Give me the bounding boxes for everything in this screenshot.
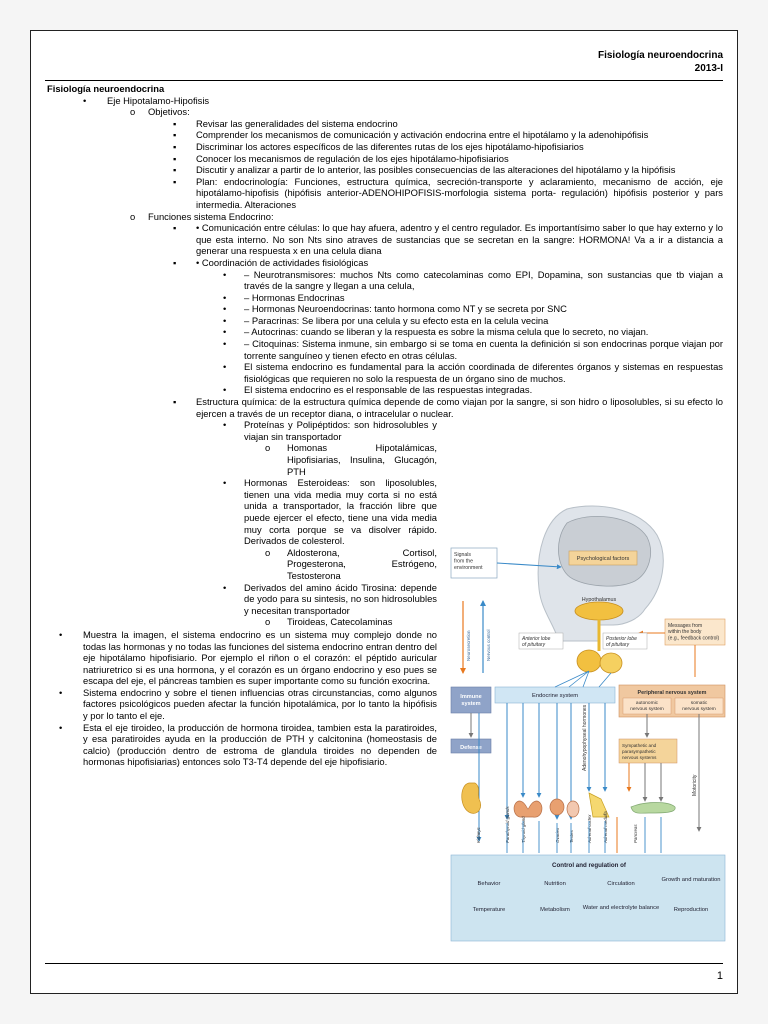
somatic-label-line: nervous system — [682, 707, 716, 712]
posterior-pituitary-shape — [600, 653, 622, 673]
list-item-text: – Neurotransmisores: muchos Nts como catecolaminas como EPI, Dopamina, son sustancias que tb viajan a través de la sangre y llegan a una celula, — [244, 268, 723, 292]
bullet-marker: o — [265, 442, 271, 454]
organ-label: Adrenal medulla — [603, 811, 608, 843]
bullet-marker: o — [265, 546, 271, 558]
list-item-text: Derivados del amino ácido Tirosina: depende de yodo para su sintesis, no son hidrosolubles y necesitan transportador — [244, 581, 437, 616]
list-item-text: Aldosterona, Cortisol, Progesterona, Estrógeno, Testosterona — [287, 546, 437, 581]
signals-label-line: from the — [454, 558, 474, 565]
bullet-marker: • — [59, 721, 63, 733]
document-page — [30, 30, 738, 994]
header-title: Fisiología neuroendocrina — [597, 50, 723, 61]
list-item — [47, 129, 723, 141]
left-column — [47, 419, 437, 768]
bullet-marker: • — [223, 477, 227, 489]
organ-label: Thyroid gland — [521, 816, 526, 843]
document-title: Fisiología neuroendocrina — [47, 83, 165, 94]
posterior-lobe-line: of pituitary — [606, 642, 630, 648]
list-item — [47, 419, 437, 442]
list-item — [47, 222, 723, 257]
list-item — [47, 292, 723, 304]
list-item — [47, 616, 437, 628]
anterior-pituitary-shape — [577, 650, 601, 672]
hypothalamus-label: Hypothalamus — [581, 597, 617, 603]
list-item — [47, 722, 437, 768]
list-item-text: Estructura química: de la estructura química depende de como viajan por la sangre, si son hidro o liposolubles, si su efecto lo ejercen a través de un receptor diana, o intracelular o nuclear. — [196, 396, 723, 419]
list-item-text: Tiroideas, Catecolaminas — [287, 616, 393, 628]
list-item-text: Hormonas Esteroideas: son liposolubles, tienen una vida media muy corta si no está unida a transportador, la fracción libre que puede ejercer el efecto, tiene una vida media muy corta porque se va disolver rápido. Derivados de colesterol. — [244, 477, 437, 547]
list-item-text: Discriminar los actores específicos de las diferentes rutas de los ejes hipotálamo-hipofisiarios — [196, 140, 584, 152]
list-item — [47, 477, 437, 547]
outcome-label: Temperature — [472, 907, 506, 913]
messages-label-line: within the body — [668, 629, 702, 636]
messages-label-line: (e.g., feedback control) — [668, 635, 720, 642]
nervous-control-label: Nervous control — [486, 629, 491, 661]
list-item-text: – Citoquinas: Sistema inmune, sin embargo si se toma en cuenta la definición si son endocrinas porque viajan por torrente sanguíneo y tienen efecto en otras células. — [244, 338, 723, 361]
outcome-label: Circulation — [607, 881, 635, 887]
list-item — [47, 442, 437, 477]
list-item — [47, 326, 723, 338]
psych-factors-label: Psychological factors — [576, 556, 630, 562]
bullet-marker: ▪ — [173, 140, 177, 152]
testes-shape — [567, 801, 579, 817]
autonomic-label-line: autonomic — [635, 701, 659, 706]
bullet-marker: o — [130, 210, 136, 222]
outline-item — [47, 95, 723, 107]
list-item-text: Muestra la imagen, el sistema endocrino es un sistema muy complejo donde no todas las hormonas y no todas las funciones del sistema endocrino entran dentro del eje hipotálamo hipofisiario. Por ejemplo el riñon o el corazón: el péptido auricular natriuretrico si es una hormona, y el corazón es un órgano endocrino y eso pues se escapa del eje, el páncreas tambien es super importante como su función exocrina. — [83, 628, 437, 687]
svg-text:Sympathetic andparasympathetic — [622, 743, 657, 760]
outcome-label: Behavior — [477, 881, 501, 887]
list-item — [47, 118, 723, 130]
page-header — [598, 49, 723, 75]
control-regulation-label: Control and regulation of — [552, 862, 626, 869]
bullet-marker: • — [223, 303, 227, 315]
organ-label: Kidneys — [476, 827, 481, 843]
svg-text:Immunesystem — [460, 694, 481, 707]
peripheral-label: Peripheral nervous system — [637, 690, 707, 696]
list-item — [47, 547, 437, 582]
list-item-text: Discutir y analizar a partir de lo anterior, las posibles consecuencias de las alteraciones del hipotálamo y la hipófisis — [196, 164, 676, 176]
list-item-text: Conocer los mecanismos de regulación de los ejes hipotálamo-hipofisiarios — [196, 152, 509, 164]
outline-text: Funciones sistema Endocrino: — [148, 210, 274, 222]
sympathetic-label-line: Sympathetic and — [622, 743, 657, 748]
organ-label: Ovaries — [555, 827, 560, 843]
bullet-marker: • — [223, 419, 227, 431]
thyroid-shape — [514, 801, 542, 817]
outline-text: Objetivos: — [148, 106, 190, 118]
list-item-text: Homonas Hipotalámicas, Hipofisiarias, Insulina, Glucagón, PTH — [287, 442, 437, 477]
kidney-shape — [462, 783, 481, 813]
somatic-label-line: somatic — [690, 701, 708, 706]
list-item — [47, 141, 723, 153]
list-item — [47, 384, 723, 396]
endocrine-system-label: Endocrine system — [531, 693, 579, 699]
header-term: 2013-I — [694, 63, 723, 74]
list-item — [47, 396, 723, 419]
list-item — [47, 176, 723, 211]
anterior-lobe-line: Anterior lobe — [522, 636, 551, 642]
list-item-text: Revisar las generalidades del sistema endocrino — [196, 117, 398, 129]
list-item — [47, 257, 723, 269]
organ-label: Pancreas — [633, 824, 638, 843]
outcome-label: Growth and maturation — [661, 877, 721, 883]
list-item — [47, 153, 723, 165]
bullet-marker: ▪ — [173, 164, 177, 176]
outcome-label: Reproduction — [673, 907, 709, 913]
messages-label-line: Messages from — [668, 623, 703, 629]
list-item — [47, 269, 723, 292]
list-item-text: – Hormonas Endocrinas — [244, 291, 345, 303]
hypothalamus-shape — [575, 602, 623, 620]
outcome-label: Metabolism — [540, 907, 570, 913]
list-item-text: Comprender los mecanismos de comunicación y activación endocrina entre el hipotálamo y la adenohipófisis — [196, 129, 649, 141]
bullet-marker: ▪ — [173, 256, 177, 268]
list-item-text: El sistema endocrino es fundamental para la acción coordinada de diferentes órganos y sistemas en respuestas fisiológicas que requieren no solo la respuesta de un órgano sino de muchos. — [244, 361, 723, 384]
sympathetic-label-line: parasympathetic — [622, 749, 656, 754]
immune-system-box — [451, 687, 491, 713]
bullet-marker: • — [59, 628, 63, 640]
list-item — [47, 582, 437, 617]
bullet-marker: • — [223, 268, 227, 280]
list-item-text: – Hormonas Neuroendocrinas: tanto hormona como NT y se secreta por SNC — [244, 303, 567, 315]
footer-rule — [45, 963, 723, 964]
bullet-marker: • — [223, 326, 227, 338]
list-item — [47, 315, 723, 327]
bullet-marker: • — [59, 686, 63, 698]
list-item — [47, 629, 437, 687]
organ-label: Testes — [569, 830, 574, 843]
bullet-marker: ▪ — [173, 222, 177, 234]
bullet-marker: ▪ — [173, 117, 177, 129]
header-rule — [45, 80, 723, 81]
sympathetic-label-line: nervous systems — [622, 755, 657, 760]
list-item-text: – Autocrinas: cuando se liberan y la respuesta es sobre la misma celula que lo secreto, no viajan. — [244, 326, 649, 338]
list-item — [47, 687, 437, 722]
bullet-marker: ▪ — [173, 129, 177, 141]
neurosecretion-label: Neurosecretion — [466, 630, 471, 661]
bullet-marker: • — [223, 581, 227, 593]
outline-text: Eje Hipotalamo-Hipofisis — [107, 94, 210, 106]
outcome-label: Water and electrolyte balance — [582, 905, 660, 911]
pancreas-shape — [631, 803, 675, 814]
outline-item — [47, 211, 723, 223]
immune-label-line: Immune — [460, 694, 482, 700]
bullet-marker: • — [223, 291, 227, 303]
bullet-marker: ▪ — [173, 396, 177, 408]
motoricity-label: Motoricity — [692, 774, 698, 796]
bullet-marker: • — [223, 384, 227, 396]
autonomic-label-line: nervous system — [630, 707, 664, 712]
list-item-text: Esta el eje tiroideo, la producción de hormona tiroidea, tambien esta la paratiroides, y esa paratiroides ayuda en la producción de PTH y calcitonina (homeostasis de calcio) (producción dentro de estroma de glandula tiroides no dependen de hormonas hipofisiarias) entonces solo T3-T4 depende del eje hipofisiario. — [83, 721, 437, 768]
posterior-lobe-line: Posterior lobe — [606, 636, 637, 642]
list-item-text: Sistema endocrino y sobre el tienen influencias otras circunstancias, como algunos factores psicológicos pueden afectar la función hipotalámica, por lo tanto la hipófisis y por lo tanto el eje. — [83, 686, 437, 722]
bullet-marker: o — [130, 106, 136, 118]
list-item-text: • Comunicación entre células: lo que hay afuera, adentro y el centro regulador. Es importantísimo saber lo que hay externo y lo que esta interno. No son Nts sino atraves de sustancias que se secretan en la sangre: HORMONA! Va a ir a distancia a generar una respuesta x en una celula diana — [196, 222, 723, 257]
bullet-marker: ▪ — [173, 152, 177, 164]
ovaries-shape — [550, 799, 564, 815]
bullet-marker: • — [223, 338, 227, 350]
bullet-marker: • — [223, 314, 227, 326]
endocrine-system-diagram — [449, 501, 727, 943]
defense-label: Defense — [460, 745, 482, 751]
organ-label: Parathyroid glands — [505, 806, 510, 843]
anterior-lobe-line: of pituitary — [522, 642, 546, 648]
outcome-label: Nutrition — [544, 881, 566, 887]
outline-item — [47, 106, 723, 118]
list-item-text: – Paracrinas: Se libera por una celula y su efecto esta en la celula vecina — [244, 314, 549, 326]
organ-label: Adrenal cortex — [587, 814, 592, 843]
bullet-marker: ▪ — [173, 175, 177, 187]
signals-label-line: Signals — [454, 552, 472, 558]
signals-label-line: environment — [454, 565, 483, 571]
list-item-text: • Coordinación de actividades fisiológicas — [196, 256, 369, 268]
bullet-marker: o — [265, 616, 271, 628]
adeno-hormones-label: Adenohypophyseal hormones — [582, 704, 588, 771]
immune-label-line: system — [461, 701, 481, 707]
bullet-marker: • — [223, 361, 227, 373]
list-item — [47, 164, 723, 176]
list-item — [47, 338, 723, 361]
bullet-marker: • — [83, 94, 87, 106]
list-item — [47, 303, 723, 315]
list-item-text: Plan: endocrinología: Funciones, estructura química, secreción-transporte y aclaramiento, mecanismo de acción, eje hipotálamo-hipofisis (hipófisis anterior-ADENOHIPOFISIS-morfologia sistema porta- regulación) hipófisis posterior y pars intermedia. Alteraciones — [196, 175, 723, 210]
list-item-text: El sistema endocrino es el responsable de las respuestas integradas. — [244, 384, 533, 396]
page-number: 1 — [716, 970, 723, 982]
list-item — [47, 361, 723, 384]
list-item-text: Proteínas y Polipéptidos: son hidrosolubles y viajan sin transportador — [244, 419, 437, 442]
